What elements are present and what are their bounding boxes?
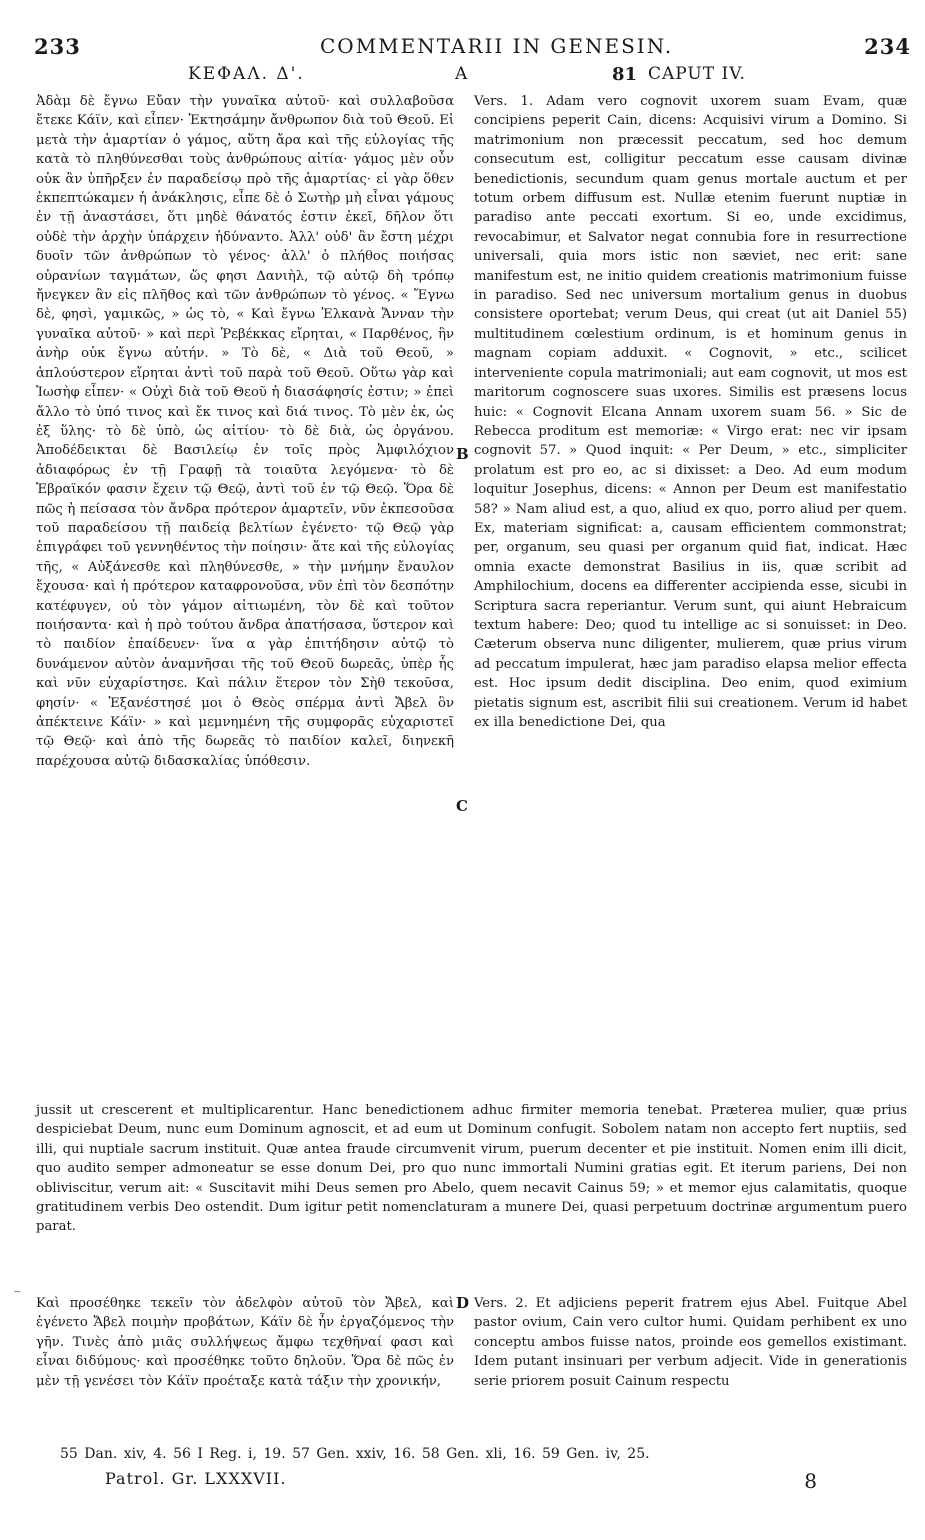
margin-marker-b: B bbox=[456, 445, 469, 463]
page-number-left: 233 bbox=[34, 34, 81, 59]
latin-column-upper: Vers. 1. Adam vero cognovit uxorem suam Evam, quæ concipiens peperit Cain, dicens: Acquisivi virum a Domino. Si matrimonium non præcessit peccatum, sed hoc demum consecutum est, colligitur peccatum esse causam divinæ benedictionis, secundum quam genus mortale auctum et per totum orbem diffusum est. Nullæ etenim fuerunt nuptiæ in paradiso ante peccati exortum. Si eo, unde excidimus, revocabimur, et Salvator negat connubia fore in resurrectione universali, quia mors istic non sæviet, nec erit: sane manifestum est, ne initio quidem creationis matrimonium fuisse in paradiso. Sed nec universum mortalium genus in duobus consistere oportebat; verum Deus, qui creat (ut ait Daniel 55) multitudinem cœlestium ordinum, is et hominum genus in magnam copiam adduxit. « Cognovit, » etc., scilicet interveniente copula matrimoniali; aut eam cognovit, ut mos est maritorum cognoscere suas uxores. Similis est præsens locus huic: « Cognovit Elcana Annam uxorem suam 56. » Sic de Rebecca proditum est memoriæ: « Virgo erat: nec vir ipsam cognovit 57. » Quod inquit: « Per Deum, » etc., simpliciter prolatum est pro eo, ac si dixisset: a Deo. Ad eum modum loquitur Josephus, dicens: « Annon per Deum est manifestatio 58? » Nam aliud est, a quo, aliud ex quo, porro aliud per quem. Ex, materiam significat: a, causam efficientem commonstrat; per, organum, seu quasi per organum quid fiat, indicat. Hæc omnia exacte demonstrat Basilius in iis, quæ scribit ad Amphilochium, docens ea differenter accipienda esse, sicubi in Scriptura sacra reperiantur. Verum sunt, qui aiunt Hebraicum textum habere: Deo; quod tu intellige ac si sonuisset: in Deo. Cæterum observa nunc diligenter, mulierem, quæ prius virum ad peccatum impulerat, hæc jam paradiso elapsa melior effecta est. Hoc ipsum dedit disciplina. Deo enim, quod eximium pietatis signum est, ascribit filii sui creationem. Verum id habet ex illa benedictione Dei, qua bbox=[474, 94, 907, 730]
caput-number: 81 bbox=[612, 64, 638, 85]
latin-column-lower: Vers. 2. Et adjiciens peperit fratrem ejus Abel. Fuitque Abel pastor ovium, Cain vero cultor humi. Quidam perhibent ex uno conceptu ambos fuisse natos, proinde eos gemellos existimant. Idem putant insinuari per verbum adjecit. Vide in generationis serie priorem posuit Cainum respectu bbox=[474, 1296, 907, 1389]
latin-chapter-heading: CAPUT IV. bbox=[648, 64, 746, 84]
latin-full-width-continuation: jussit ut crescerent et multiplicarentur. Hanc benedictionem adhuc firmiter memoria tenebat. Præterea mulier, quæ prius despiciebat Deum, nunc eum Dominum agnoscit, et ad eum ut Dominum confugit. Sobolem natam non accepto fert nuptiis, sed illi, qui nuptiale sacrum instituit. Quæ antea fraude circumvenit virum, puerum decenter et pie instituit. Nomen enim illi dicit, quo audito semper admoneatur se esse donum Dei, pro quo nunc immortali Numini gratias egit. Et iterum pariens, Dei non obliviscitur, verum ait: « Suscitavit mihi Deus semen pro Abelo, quem necavit Cainus 59; » et memor ejus calamitatis, quoque gratitudinem verbis Deo ostendit. Dum igitur petit nomenclaturam a munere Dei, quasi perpetuum doctrinæ argumentum puero parat. bbox=[36, 1103, 907, 1235]
greek-column-lower: Καὶ προσέθηκε τεκεῖν τὸν ἀδελφὸν αὐτοῦ τὸν Ἄβελ, καὶ ἐγένετο Ἄβελ ποιμὴν προβάτων, Κάϊν δὲ ἦν ἐργαζόμενος τὴν γῆν. Τινὲς ἀπὸ μιᾶς συλλήψεως ἄμφω τεχθῆναί φασι καὶ εἶναι διδύμους· καὶ προσέθηκε τοῦτο δηλοῦν. Ὅρα δὲ πῶς ἐν μὲν τῇ γενέσει τὸν Κάϊν προέταξε κατὰ τάξιν τὴν χρονικήν, bbox=[36, 1296, 454, 1389]
footnotes: 55 Dan. xiv, 4. 56 I Reg. i, 19. 57 Gen. xxiv, 16. 58 Gen. xli, 16. 59 Gen. iv, 25. bbox=[60, 1446, 650, 1462]
margin-marker-c: C bbox=[456, 797, 468, 815]
greek-chapter-heading: ΚΕΦΑΛ. Δ'. bbox=[188, 64, 305, 84]
gathering-number: 8 bbox=[804, 1469, 817, 1493]
page-number-right: 234 bbox=[864, 34, 911, 59]
patrologia-signature: Patrol. Gr. LXXXVII. bbox=[105, 1469, 287, 1488]
margin-marker-d: D bbox=[456, 1294, 470, 1312]
margin-dash: _ bbox=[14, 1278, 21, 1293]
running-title: COMMENTARII IN GENESIN. bbox=[320, 34, 674, 58]
greek-column-upper: Ἀδὰμ δὲ ἔγνω Εὔαν τὴν γυναῖκα αὐτοῦ· καὶ συλλαβοῦσα ἔτεκε Κάϊν, καὶ εἶπεν· Ἐκτησάμην ἄνθρωπον διὰ τοῦ Θεοῦ. Εἰ μετὰ τὴν ἁμαρτίαν ὁ γάμος, αὕτη ἄρα καὶ τῆς εὐλογίας τῆς κατὰ τὸ πληθύνεσθαι τοὺς ἀνθρώπους αἰτία· γάμος μὲν οὖν οὐκ ἂν ὑπῆρξεν ἐν παραδείσῳ πρὸ τῆς ἁμαρτίας· εἰ γὰρ ὅθεν ἐκπεπτώκαμεν ἡ ἀνάκλησις, εἶπε δὲ ὁ Σωτὴρ μὴ εἶναι γάμους ἐν τῇ ἀναστάσει, ὅτι μηδὲ θάνατός ἐστιν ἐκεῖ, δῆλον ὅτι οὐδὲ τὴν ἀρχὴν ὑπάρχειν ἠδύναντο. Ἀλλ' οὐδ' ἂν ἔστη μέχρι δυοῖν τῶν ἀνθρώπων τὸ γένος· ἀλλ' ὁ πλήθος ποιήσας οὐρανίων ταγμάτων, ὥς φησι Δανιὴλ, τῷ αὐτῷ δὴ τρόπῳ ἤνεγκεν ἂν εἰς πλῆθος καὶ τῶν ἀνθρώπων τὸ γένος. « Ἔγνω δὲ, φησὶ, γαμικῶς, » ὡς τὸ, « Καὶ ἔγνω Ἐλκανὰ Ἄνναν τὴν γυναῖκα αὐτοῦ· » καὶ περὶ Ῥεβέκκας εἴρηται, « Παρθένος, ἣν ἀνὴρ οὐκ ἔγνω αὐτήν. » Τὸ δὲ, « Διὰ τοῦ Θεοῦ, » ἁπλούστερον εἴρηται ἀντὶ τοῦ παρὰ τοῦ Θεοῦ. Οὕτω γὰρ καὶ Ἰωσὴφ εἶπεν· « Οὐχὶ διὰ τοῦ Θεοῦ ἡ διασάφησίς ἐστιν; » ἐπεὶ ἄλλο τὸ ὑπό τινος καὶ ἔκ τινος καὶ διά τινος. Τὸ μὲν ἐκ, ὡς ἐξ ὕλης· τὸ δὲ ὑπὸ, ὡς αἰτίου· τὸ δὲ διὰ, ὡς ὀργάνου. Ἀποδέδεικται δὲ Βασιλείῳ ἐν τοῖς πρὸς Ἀμφιλόχιον ἀδιαφόρως ἐν τῇ Γραφῇ τὰ τοιαῦτα λεγόμενα· τὸ δὲ Ἑβραϊκόν φασιν ἔχειν τῷ Θεῷ, ἀντὶ τοῦ ἐν τῷ Θεῷ. Ὅρα δὲ πῶς ἡ πείσασα τὸν ἄνδρα πρότερον ἁμαρτεῖν, νῦν ἐκπεσοῦσα τοῦ παραδείσου τῇ παιδείᾳ βελτίων ἐγένετο· τῷ Θεῷ γὰρ ἐπιγράφει τοῦ γεννηθέντος τὴν ποίησιν· ἅτε καὶ τῆς εὐλογίας τῆς, « Αὐξάνεσθε καὶ πληθύνεσθε, » τὴν μνήμην ἔναυλον ἔχουσα· καὶ ἡ πρότερον καταφρονοῦσα, νῦν ἐπὶ τὸν δεσπότην κατέφυγεν, οὐ τὸν γάμον αἰτιωμένη, τὸν δὲ καὶ τοῦτον ποιήσαντα· καὶ ἡ πρὸ τούτου ἄνδρα ἀπατήσασα, ὕστερον καὶ τὸ παιδίον ἐπαίδευεν· ἵνα α γὰρ ἐπιτήδησιν αὐτῷ τὸ δυνάμενον αὐτὸν ἀναμνῆσαι τῆς τοῦ Θεοῦ δωρεᾶς, ὑπὲρ ἧς καὶ νῦν εὐχαρίστησε. Καὶ πάλιν ἕτερον τὸν Σὴθ τεκοῦσα, φησίν· « Ἐξανέστησέ μοι ὁ Θεὸς σπέρμα ἀντὶ Ἄβελ ὃν ἀπέκτεινε Κάϊν· » καὶ μεμνημένη τῆς συμφορᾶς εὐχαριστεῖ τῷ Θεῷ· καὶ ἀπὸ τῆς δωρεᾶς τὸ παιδίον καλεῖ, διηνεκῆ παρέχουσα αὐτῷ διδασκαλίας ὑπόθεσιν. bbox=[36, 94, 454, 769]
column-marker-a: A bbox=[455, 64, 468, 84]
running-header bbox=[0, 34, 925, 62]
